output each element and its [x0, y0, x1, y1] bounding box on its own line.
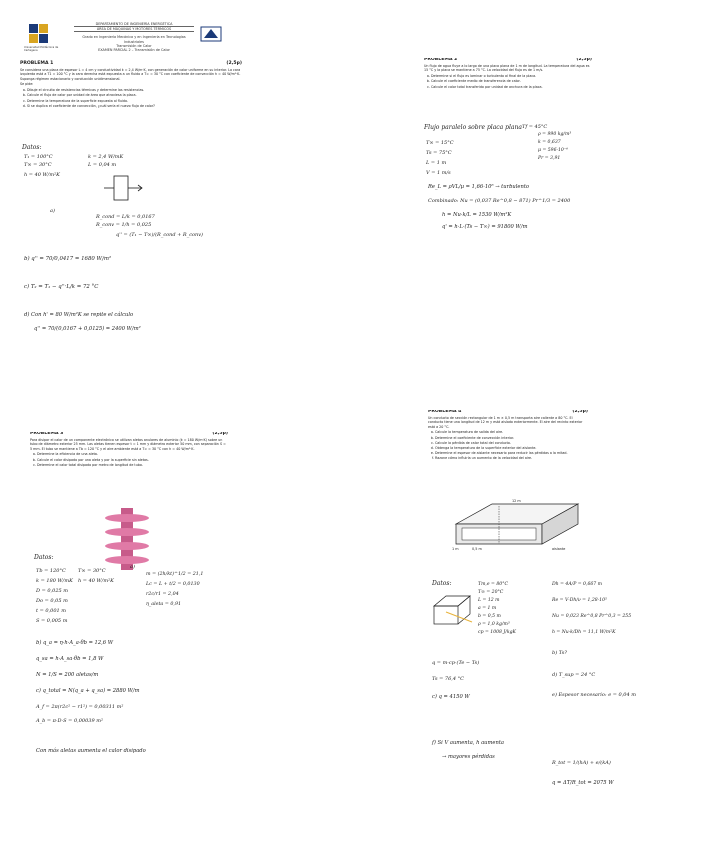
problem-1-question: c. Determine la temperatura de la superficie expuesta al fluido. [27, 99, 242, 103]
hw-line: q'' = (T₁ − T∞)/(R_cond + R_conv) [116, 232, 203, 238]
hw-line: a) [130, 564, 135, 570]
hw-line: μ = 596·10⁻⁶ [538, 148, 569, 153]
problem-2-title: PROBLEMA 2 [424, 58, 458, 62]
hw-line: k = 0,637 [538, 140, 561, 145]
hw-line: r2c/r1 = 2,04 [146, 592, 179, 597]
hw-line: T₁ = 100°C [24, 154, 53, 160]
problem-3-points: (2,5p) [212, 432, 228, 436]
hw-line: q'' = 70/(0,0167 + 0,0125) = 2400 W/m² [34, 326, 141, 332]
hw-line: t = 0,001 m [36, 608, 67, 614]
hw-line: h = Nu·k/L = 1530 W/m²K [442, 212, 512, 218]
hw-line: Dh = 4A/P = 0,667 m [552, 582, 603, 587]
problem-4-question: b. Determine el coeficiente de convección interior. [435, 436, 588, 440]
hw-line: L = 1 m [426, 160, 447, 166]
problem-2-points: (2,5p) [576, 58, 592, 62]
duct-insulation-label: aislante [552, 547, 566, 551]
problem-1-question: d. Si se duplica el coeficiente de convección, ¿cuál sería el nuevo flujo de calor? [27, 104, 242, 108]
problem-4-intro: Un conducto de sección rectangular de 1 m × 0,5 m transporta aire caliente a 80 °C. El conducto tiene una longitud de 12 m y está aislado exteriormente. El aire del recinto exterior está a 20 °C. [428, 416, 583, 429]
hw-line: T∞ = 30°C [78, 568, 106, 574]
hw-line: c) q_total = N(q_a + q_sa) = 2880 W/m [36, 688, 140, 694]
problem-4-question: e. Determine el espesor de aislante necesario para reducir las pérdidas a la mitad. [435, 451, 588, 455]
hw-line: c) T₂ = T₁ − q''·L/k = 72 °C [24, 284, 99, 290]
problem-4-title: PROBLEMA 4 [428, 410, 462, 414]
hw-line: Ts = 75°C [426, 150, 452, 156]
problem-4-question: d. Obtenga la temperatura de la superficie exterior del aislante. [435, 446, 588, 450]
hw-line: T∞ = 20°C [478, 590, 504, 595]
problem-2-statement [424, 58, 592, 90]
hw-line: h = 40 W/m²K [78, 578, 114, 584]
sheet-problem-3 [30, 432, 256, 828]
problem-1-wall-sketch [104, 172, 144, 204]
hw-line: D = 0,025 m [36, 588, 69, 594]
hw-line: d) Con h' = 80 W/m²K se repite el cálculo [24, 312, 134, 318]
hw-line: R_conv = 1/h = 0,025 [96, 222, 152, 228]
hw-line: A_b = π·D·S = 0,00039 m² [36, 718, 103, 724]
hw-line: f) Si V aumenta, h aumenta [432, 740, 505, 746]
hw-line: Tb = 120°C [36, 568, 66, 574]
annular-fin-figure [102, 508, 152, 570]
hw-line: Tm,e = 80°C [478, 582, 509, 587]
problem-4-question: a. Calcule la temperatura de salida del aire. [435, 430, 588, 434]
hw-line: Ts = 76,4 °C [432, 676, 464, 682]
duct-width-label: 1 m [452, 547, 459, 551]
duct-height-label: 0,5 m [472, 547, 482, 551]
problem-3-intro: Para disipar el calor de un componente electrónico se utilizan aletas anulares de aluminio (k = 180 W/m·K) sobre un tubo de diámetro exterior 25 mm. Las aletas tienen espesor t = 1 mm y diámetro exterior 50 mm, con separación S = 5 mm. El tubo se mantiene a Tb = 120 °C y el aire ambiente está a T∞ = 30 °C con h = 40 W/m²·K. [30, 438, 226, 451]
hw-line: Datos: [432, 580, 452, 587]
hw-line: h = 40 W/m²K [24, 172, 60, 178]
hw-line: q = ΔT/R_tot = 2075 W [552, 780, 614, 786]
hw-line: T∞ = 15°C [426, 140, 454, 146]
problem-1-question: a. Dibuje el circuito de resistencias térmicas y determine las resistencias. [27, 88, 242, 92]
hw-line: N = 1/S = 200 aletas/m [36, 672, 99, 678]
hw-line: S = 0,005 m [36, 618, 68, 624]
school-logo [200, 26, 222, 42]
hw-line: L = 12 m [478, 598, 500, 603]
header-block [74, 22, 194, 52]
hw-line: q' = h·L·(Ts − T∞) = 91800 W/m [442, 224, 528, 230]
problem-4-statement [428, 410, 588, 462]
hw-line: k = 2,4 W/mK [88, 154, 124, 160]
subject-line: Transmisión de Calor [116, 43, 152, 48]
hw-line: m = (2h/kt)^1/2 = 21,1 [146, 572, 204, 577]
university-logo [28, 22, 66, 46]
hw-line: Tf = 45°C [522, 124, 548, 130]
hw-line: T∞ = 30°C [24, 162, 52, 168]
hw-line: V = 1 m/s [426, 170, 451, 176]
hw-line: Nu = 0,023 Re^0,8 Pr^0,3 = 255 [552, 614, 632, 619]
hw-line: cp = 1008 J/kgK [478, 630, 516, 635]
problem-1-statement [20, 62, 242, 110]
logo-caption: Universidad Politécnica de Cartagena [24, 46, 59, 52]
problem-4-points: (2,5p) [572, 410, 588, 414]
dept-line-2: ÁREA DE MÁQUINAS Y MOTORES TÉRMICOS [74, 27, 194, 32]
problem-2-question: b. Calcule el coeficiente medio de transferencia de calor. [431, 79, 592, 83]
problem-2-question: c. Calcule el calor total transferido por unidad de anchura de la placa. [431, 85, 592, 89]
sheet-problem-2 [424, 58, 656, 238]
problem-3-question: c. Determine el calor total disipado por metro de longitud de tubo. [37, 463, 228, 467]
hw-line: A_f = 2π(r2c² − r1²) = 0,00311 m² [36, 704, 124, 710]
problem-3-title: PROBLEMA 3 [30, 432, 64, 436]
problem-3-question: b. Calcule el calor disipado por una aleta y por la superficie sin aletas. [37, 458, 228, 462]
course-line: Grado en Ingeniería Mecánica y en Ingeniería en Tecnologías Industriales [82, 35, 186, 44]
sheet-problem-1 [20, 22, 242, 352]
university-logo-icon [28, 22, 66, 46]
duct-figure [452, 496, 582, 552]
hw-line: → mayores pérdidas [442, 754, 495, 760]
problem-1-intro: Se considera una placa de espesor L = 4 cm y conductividad k = 2,4 W/m·K, con generación de calor uniforme en su interior. La cara izquierda está a T1 = 100 °C y la cara derecha está expuesta a un fluido a T∞ = 30 °C con coeficiente de convección h = 40 W/m²·K. Suponga régimen estacionario y conducción unidimensional. [20, 68, 241, 81]
hw-line: Flujo paralelo sobre placa plana [424, 124, 522, 131]
problem-4-question: c. Calcule la pérdida de calor total del conducto. [435, 441, 588, 445]
hw-line: Lc = L + t/2 = 0,0130 [146, 582, 200, 587]
hw-line: ρ = 1,0 kg/m³ [478, 622, 510, 627]
hw-line: b = 0,5 m [478, 614, 501, 619]
problem-1-title: PROBLEMA 1 [20, 61, 54, 66]
hw-line: h = Nu·k/Dh = 11,1 W/m²K [552, 630, 616, 635]
hw-line: a = 1 m [478, 606, 497, 611]
duct-section-sketch [430, 592, 474, 630]
hw-line: ρ = 990 kg/m³ [538, 132, 572, 137]
hw-line: q = m·cp·(Te − Ts) [432, 660, 480, 666]
hw-line: η_aleta = 0,91 [146, 602, 182, 607]
problem-2-intro: Un flujo de agua fluye a lo largo de una placa plana de 1 m de longitud. La temperatura del agua es 15 °C y la placa se mantiene a 75 °C. La velocidad del flujo es de 1 m/s. [424, 64, 590, 73]
hw-line: q_sa = h·A_sa·θb = 1,8 W [36, 656, 104, 662]
hw-line: Datos: [22, 144, 42, 151]
school-logo-icon [200, 26, 222, 42]
problem-1-question-label: Se pide: [20, 82, 34, 87]
hw-line: L = 0,04 m [88, 162, 117, 168]
hw-line: Pr = 3,91 [538, 156, 561, 161]
exam-line: EXAMEN PARCIAL 2 – Transmisión de Calor [98, 48, 170, 53]
hw-line: Datos: [34, 554, 54, 561]
hw-line: Do = 0,05 m [36, 598, 68, 604]
hw-line: d) T_sup = 24 °C [552, 672, 596, 678]
hw-line: Combinado: Nu = (0,037 Re^0,8 − 871) Pr^1/3 = 2400 [428, 198, 571, 204]
hw-line: b) Ts? [552, 650, 567, 656]
hw-line: Re = V·Dh/ν = 1,28·10⁵ [552, 598, 607, 603]
hw-line: Con más aletas aumenta el calor disipado [36, 748, 146, 754]
hw-line: R_tot = 1/(hA) + e/(kA) [552, 760, 611, 766]
problem-1-points: (2,5p) [226, 61, 242, 66]
problem-1-question: b. Calcule el flujo de calor por unidad de área que atraviesa la placa. [27, 93, 242, 97]
problem-4-question: f. Razone cómo influiría un aumento de la velocidad del aire. [435, 456, 588, 460]
hw-line: k = 180 W/mK [36, 578, 73, 584]
hw-line: b) q'' = 70/0,0417 = 1680 W/m² [24, 256, 112, 262]
problem-2-question: a. Determine si el flujo es laminar o turbulento al final de la placa. [431, 74, 592, 78]
hw-line: R_cond = L/k = 0,0167 [96, 214, 155, 220]
hw-line: b) q_a = η·h·A_a·θb = 12,6 W [36, 640, 114, 646]
duct-length-label: 12 m [512, 499, 521, 503]
problem-3-question: a. Determine la eficiencia de una aleta. [37, 452, 228, 456]
hw-line: e) Espesor necesario: e = 0,04 m [552, 692, 636, 698]
problem-3-statement [30, 432, 228, 469]
hw-line: Re_L = ρVL/μ = 1,66·10⁶ → turbulento [428, 184, 530, 190]
sheet-problem-4 [428, 410, 660, 830]
hw-line: a) [50, 208, 55, 214]
hw-line: c) q = 4150 W [432, 694, 470, 700]
dept-line-1: DEPARTAMENTO DE INGENIERÍA ENERGÉTICA [74, 22, 194, 27]
